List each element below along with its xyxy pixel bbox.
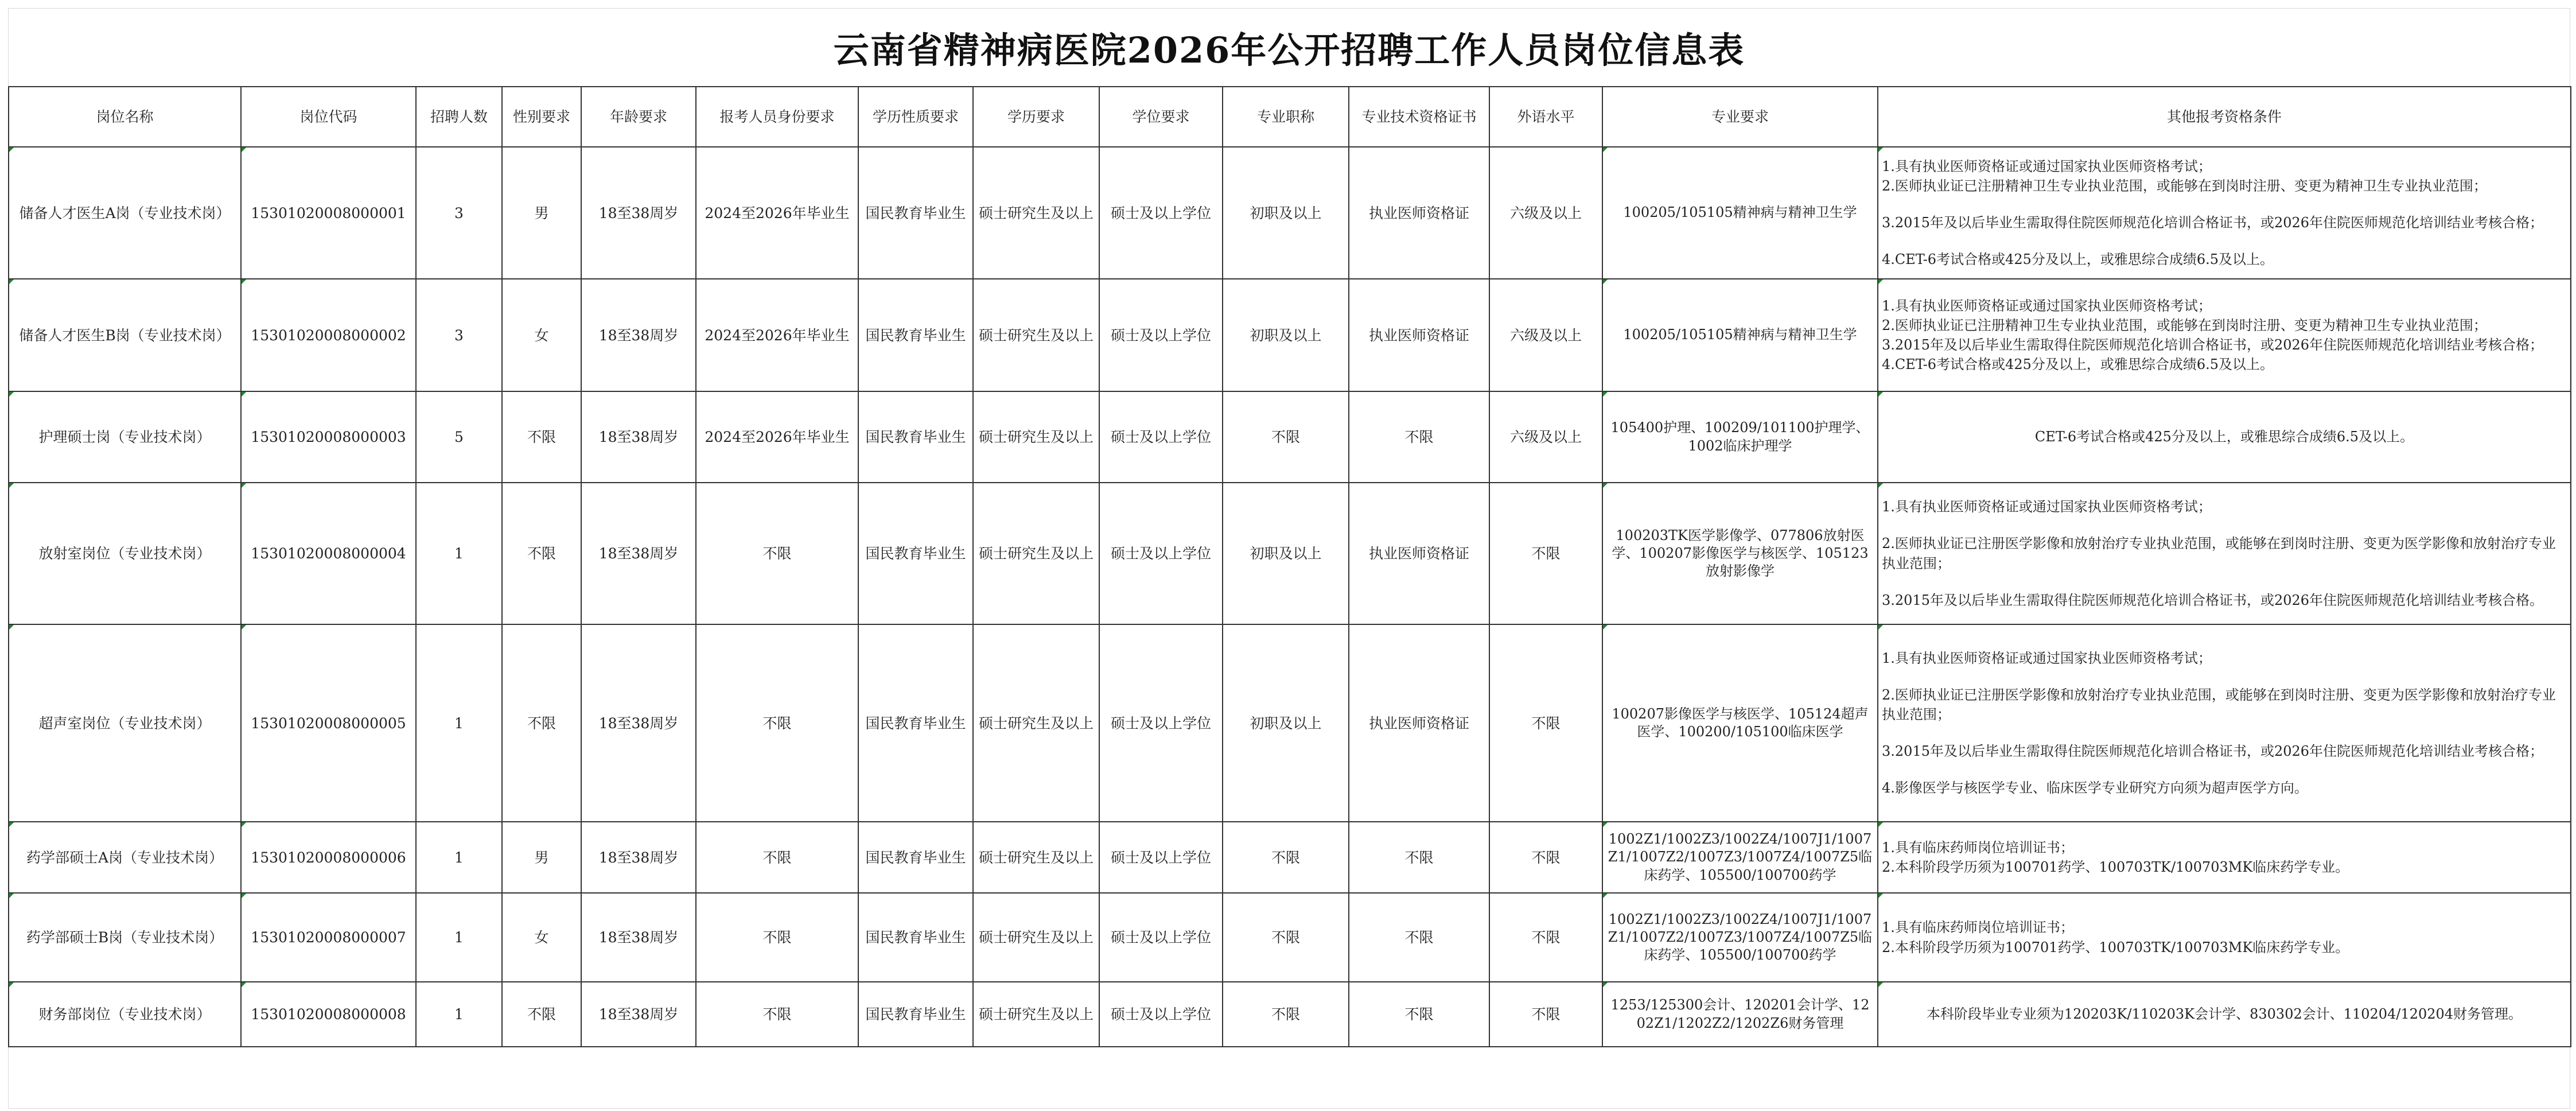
education-cell[interactable]: 硕士研究生及以上: [973, 822, 1099, 893]
header-position-name[interactable]: 岗位名称: [9, 87, 241, 147]
hire-count-cell[interactable]: 1: [416, 483, 502, 624]
age-cell[interactable]: 18至38周岁: [581, 147, 696, 279]
age-cell[interactable]: 18至38周岁: [581, 279, 696, 391]
gender-cell[interactable]: 男: [502, 822, 581, 893]
pro-title-cell[interactable]: 初职及以上: [1223, 483, 1349, 624]
condition-item: 3.2015年及以后毕业生需取得住院医师规范化培训合格证书，或2026年住院医师规范化培训结业考核合格。: [1882, 592, 2544, 608]
certificate-cell[interactable]: 不限: [1349, 893, 1489, 982]
education-cell[interactable]: 硕士研究生及以上: [973, 391, 1099, 483]
hire-count-cell[interactable]: 1: [416, 982, 502, 1047]
identity-cell[interactable]: 2024至2026年毕业生: [696, 391, 858, 483]
condition-item: 1.具有执业医师资格证或通过国家执业医师资格考试；: [1882, 158, 2212, 174]
condition-item: 1.具有临床药师岗位培训证书；: [1882, 839, 2074, 856]
condition-item: 4.CET-6考试合格或425分及以上，或雅思综合成绩6.5及以上。: [1882, 251, 2274, 268]
hire-count-cell[interactable]: 5: [416, 391, 502, 483]
language-cell[interactable]: 六级及以上: [1489, 279, 1602, 391]
position-name-cell[interactable]: 储备人才医生A岗（专业技术岗）: [9, 147, 241, 279]
table-row: [9, 624, 2571, 822]
major-cell[interactable]: 1002Z1/1002Z3/1002Z4/1007J1/1007Z1/1007Z2/1007Z3/1007Z4/1007Z5临床药学、105500/100700药学: [1602, 893, 1878, 982]
identity-cell[interactable]: 不限: [696, 822, 858, 893]
edu-nature-cell[interactable]: 国民教育毕业生: [858, 147, 973, 279]
table-row: [9, 279, 2571, 391]
header-certificate[interactable]: 专业技术资格证书: [1349, 87, 1489, 147]
header-pro-title[interactable]: 专业职称: [1223, 87, 1349, 147]
header-other-conditions[interactable]: 其他报考资格条件: [1878, 87, 2571, 147]
degree-cell[interactable]: 硕士及以上学位: [1099, 391, 1223, 483]
certificate-cell[interactable]: 执业医师资格证: [1349, 483, 1489, 624]
education-cell[interactable]: 硕士研究生及以上: [973, 982, 1099, 1047]
edu-nature-cell[interactable]: 国民教育毕业生: [858, 483, 973, 624]
condition-item: CET-6考试合格或425分及以上，或雅思综合成绩6.5及以上。: [2034, 429, 2414, 445]
header-hire-count[interactable]: 招聘人数: [416, 87, 502, 147]
condition-item: 2.医师执业证已注册精神卫生专业执业范围，或能够在到岗时注册、变更为精神卫生专业执业范围；: [1882, 317, 2487, 333]
position-info-table: [8, 86, 2571, 1047]
header-edu-nature[interactable]: 学历性质要求: [858, 87, 973, 147]
position-name-cell[interactable]: 放射室岗位（专业技术岗）: [9, 483, 241, 624]
other-conditions-cell[interactable]: [1878, 147, 2571, 279]
condition-item: 1.具有执业医师资格证或通过国家执业医师资格考试；: [1882, 650, 2212, 666]
identity-cell[interactable]: 不限: [696, 982, 858, 1047]
table-body: [9, 147, 2571, 1047]
gender-cell[interactable]: 不限: [502, 624, 581, 822]
gender-cell[interactable]: 女: [502, 279, 581, 391]
certificate-cell[interactable]: 执业医师资格证: [1349, 279, 1489, 391]
condition-item: 4.CET-6考试合格或425分及以上，或雅思综合成绩6.5及以上。: [1882, 356, 2274, 373]
gender-cell[interactable]: 女: [502, 893, 581, 982]
header-major[interactable]: 专业要求: [1602, 87, 1878, 147]
certificate-cell[interactable]: 执业医师资格证: [1349, 624, 1489, 822]
other-conditions-cell[interactable]: [1878, 483, 2571, 624]
header-gender[interactable]: 性别要求: [502, 87, 581, 147]
condition-item: 2.医师执业证已注册医学影像和放射治疗专业执业范围，或能够在到岗时注册、变更为医学影像和放射治疗专业执业范围；: [1882, 535, 2556, 572]
table-row: [9, 822, 2571, 893]
position-code-cell[interactable]: 15301020008000005: [241, 624, 416, 822]
header-degree[interactable]: 学位要求: [1099, 87, 1223, 147]
degree-cell[interactable]: 硕士及以上学位: [1099, 279, 1223, 391]
position-code-cell[interactable]: 15301020008000001: [241, 147, 416, 279]
table-row: [9, 391, 2571, 483]
certificate-cell[interactable]: 不限: [1349, 822, 1489, 893]
condition-item: 2.本科阶段学历须为100701药学、100703TK/100703MK临床药学专业。: [1882, 859, 2349, 875]
condition-item: 3.2015年及以后毕业生需取得住院医师规范化培训合格证书，或2026年住院医师规范化培训结业考核合格；: [1882, 215, 2544, 231]
age-cell[interactable]: 18至38周岁: [581, 893, 696, 982]
other-conditions-cell[interactable]: [1878, 893, 2571, 982]
identity-cell[interactable]: 不限: [696, 624, 858, 822]
language-cell[interactable]: 不限: [1489, 483, 1602, 624]
condition-item: 2.医师执业证已注册医学影像和放射治疗专业执业范围，或能够在到岗时注册、变更为医学影像和放射治疗专业执业范围；: [1882, 686, 2556, 722]
edu-nature-cell[interactable]: 国民教育毕业生: [858, 893, 973, 982]
hire-count-cell[interactable]: 1: [416, 624, 502, 822]
condition-item: 2.本科阶段学历须为100701药学、100703TK/100703MK临床药学专业。: [1882, 939, 2349, 955]
age-cell[interactable]: 18至38周岁: [581, 624, 696, 822]
edu-nature-cell[interactable]: 国民教育毕业生: [858, 279, 973, 391]
age-cell[interactable]: 18至38周岁: [581, 483, 696, 624]
page-title: 云南省精神病医院2026年公开招聘工作人员岗位信息表: [833, 29, 1745, 71]
position-name-cell[interactable]: 财务部岗位（专业技术岗）: [9, 982, 241, 1047]
certificate-cell[interactable]: 执业医师资格证: [1349, 147, 1489, 279]
other-conditions-cell[interactable]: [1878, 391, 2571, 483]
header-age[interactable]: 年龄要求: [581, 87, 696, 147]
table-row: [9, 893, 2571, 982]
position-code-cell[interactable]: 15301020008000008: [241, 982, 416, 1047]
language-cell[interactable]: 不限: [1489, 624, 1602, 822]
major-cell[interactable]: 100205/105105精神病与精神卫生学: [1602, 147, 1878, 279]
position-code-cell[interactable]: 15301020008000004: [241, 483, 416, 624]
table-header-row: [9, 87, 2571, 147]
hire-count-cell[interactable]: 3: [416, 279, 502, 391]
position-name-cell[interactable]: 药学部硕士B岗（专业技术岗）: [9, 893, 241, 982]
language-cell[interactable]: 不限: [1489, 982, 1602, 1047]
gender-cell[interactable]: 不限: [502, 391, 581, 483]
degree-cell[interactable]: 硕士及以上学位: [1099, 483, 1223, 624]
gender-cell[interactable]: 不限: [502, 982, 581, 1047]
other-conditions-cell[interactable]: [1878, 624, 2571, 822]
header-education[interactable]: 学历要求: [973, 87, 1099, 147]
degree-cell[interactable]: 硕士及以上学位: [1099, 147, 1223, 279]
condition-item: 1.具有执业医师资格证或通过国家执业医师资格考试；: [1882, 499, 2212, 515]
language-cell[interactable]: 不限: [1489, 893, 1602, 982]
position-name-cell[interactable]: 护理硕士岗（专业技术岗）: [9, 391, 241, 483]
major-cell[interactable]: 1253/125300会计、120201会计学、1202Z1/1202Z2/1202Z6财务管理: [1602, 982, 1878, 1047]
edu-nature-cell[interactable]: 国民教育毕业生: [858, 391, 973, 483]
condition-item: 3.2015年及以后毕业生需取得住院医师规范化培训合格证书，或2026年住院医师规范化培训结业考核合格；: [1882, 743, 2544, 760]
degree-cell[interactable]: 硕士及以上学位: [1099, 624, 1223, 822]
language-cell[interactable]: 六级及以上: [1489, 391, 1602, 483]
pro-title-cell[interactable]: 不限: [1223, 893, 1349, 982]
header-identity[interactable]: 报考人员身份要求: [696, 87, 858, 147]
position-code-cell[interactable]: 15301020008000007: [241, 893, 416, 982]
edu-nature-cell[interactable]: 国民教育毕业生: [858, 624, 973, 822]
hire-count-cell[interactable]: 1: [416, 893, 502, 982]
education-cell[interactable]: 硕士研究生及以上: [973, 483, 1099, 624]
identity-cell[interactable]: 2024至2026年毕业生: [696, 147, 858, 279]
condition-item: 1.具有执业医师资格证或通过国家执业医师资格考试；: [1882, 297, 2212, 314]
major-cell[interactable]: 100205/105105精神病与精神卫生学: [1602, 279, 1878, 391]
education-cell[interactable]: 硕士研究生及以上: [973, 624, 1099, 822]
table-row: [9, 982, 2571, 1047]
education-cell[interactable]: 硕士研究生及以上: [973, 147, 1099, 279]
header-language[interactable]: 外语水平: [1489, 87, 1602, 147]
position-code-cell[interactable]: 15301020008000006: [241, 822, 416, 893]
degree-cell[interactable]: 硕士及以上学位: [1099, 893, 1223, 982]
other-conditions-cell[interactable]: [1878, 822, 2571, 893]
age-cell[interactable]: 18至38周岁: [581, 982, 696, 1047]
condition-item: 4.影像医学与核医学专业、临床医学专业研究方向须为超声医学方向。: [1882, 780, 2308, 797]
major-cell[interactable]: 100207影像医学与核医学、105124超声医学、100200/105100临床医学: [1602, 624, 1878, 822]
age-cell[interactable]: 18至38周岁: [581, 391, 696, 483]
certificate-cell[interactable]: 不限: [1349, 391, 1489, 483]
header-position-code[interactable]: 岗位代码: [241, 87, 416, 147]
major-cell[interactable]: 100203TK医学影像学、077806放射医学、100207影像医学与核医学、105123放射影像学: [1602, 483, 1878, 624]
major-cell[interactable]: 105400护理、100209/101100护理学、1002临床护理学: [1602, 391, 1878, 483]
degree-cell[interactable]: 硕士及以上学位: [1099, 982, 1223, 1047]
identity-cell[interactable]: 不限: [696, 893, 858, 982]
pro-title-cell[interactable]: 不限: [1223, 822, 1349, 893]
education-cell[interactable]: 硕士研究生及以上: [973, 279, 1099, 391]
pro-title-cell[interactable]: 初职及以上: [1223, 624, 1349, 822]
degree-cell[interactable]: 硕士及以上学位: [1099, 822, 1223, 893]
language-cell[interactable]: 六级及以上: [1489, 147, 1602, 279]
table-row: [9, 483, 2571, 624]
language-cell[interactable]: 不限: [1489, 822, 1602, 893]
gender-cell[interactable]: 不限: [502, 483, 581, 624]
major-cell[interactable]: 1002Z1/1002Z3/1002Z4/1007J1/1007Z1/1007Z2/1007Z3/1007Z4/1007Z5临床药学、105500/100700药学: [1602, 822, 1878, 893]
edu-nature-cell[interactable]: 国民教育毕业生: [858, 822, 973, 893]
other-conditions-cell[interactable]: [1878, 279, 2571, 391]
hire-count-cell[interactable]: 3: [416, 147, 502, 279]
condition-item: 1.具有临床药师岗位培训证书；: [1882, 919, 2074, 936]
edu-nature-cell[interactable]: 国民教育毕业生: [858, 982, 973, 1047]
position-code-cell[interactable]: 15301020008000002: [241, 279, 416, 391]
position-name-cell[interactable]: 储备人才医生B岗（专业技术岗）: [9, 279, 241, 391]
hire-count-cell[interactable]: 1: [416, 822, 502, 893]
position-code-cell[interactable]: 15301020008000003: [241, 391, 416, 483]
certificate-cell[interactable]: 不限: [1349, 982, 1489, 1047]
education-cell[interactable]: 硕士研究生及以上: [973, 893, 1099, 982]
table-row: [9, 147, 2571, 279]
condition-item: 3.2015年及以后毕业生需取得住院医师规范化培训合格证书，或2026年住院医师规范化培训结业考核合格；: [1882, 337, 2544, 353]
other-conditions-cell[interactable]: [1878, 982, 2571, 1047]
identity-cell[interactable]: 不限: [696, 483, 858, 624]
age-cell[interactable]: 18至38周岁: [581, 822, 696, 893]
position-name-cell[interactable]: 超声室岗位（专业技术岗）: [9, 624, 241, 822]
pro-title-cell[interactable]: 不限: [1223, 391, 1349, 483]
pro-title-cell[interactable]: 不限: [1223, 982, 1349, 1047]
gender-cell[interactable]: 男: [502, 147, 581, 279]
condition-item: 2.医师执业证已注册精神卫生专业执业范围，或能够在到岗时注册、变更为精神卫生专业执业范围；: [1882, 177, 2487, 194]
pro-title-cell[interactable]: 初职及以上: [1223, 147, 1349, 279]
pro-title-cell[interactable]: 初职及以上: [1223, 279, 1349, 391]
condition-item: 本科阶段毕业专业须为120203K/110203K会计学、830302会计、110204/120204财务管理。: [1926, 1006, 2523, 1023]
position-name-cell[interactable]: 药学部硕士A岗（专业技术岗）: [9, 822, 241, 893]
identity-cell[interactable]: 2024至2026年毕业生: [696, 279, 858, 391]
